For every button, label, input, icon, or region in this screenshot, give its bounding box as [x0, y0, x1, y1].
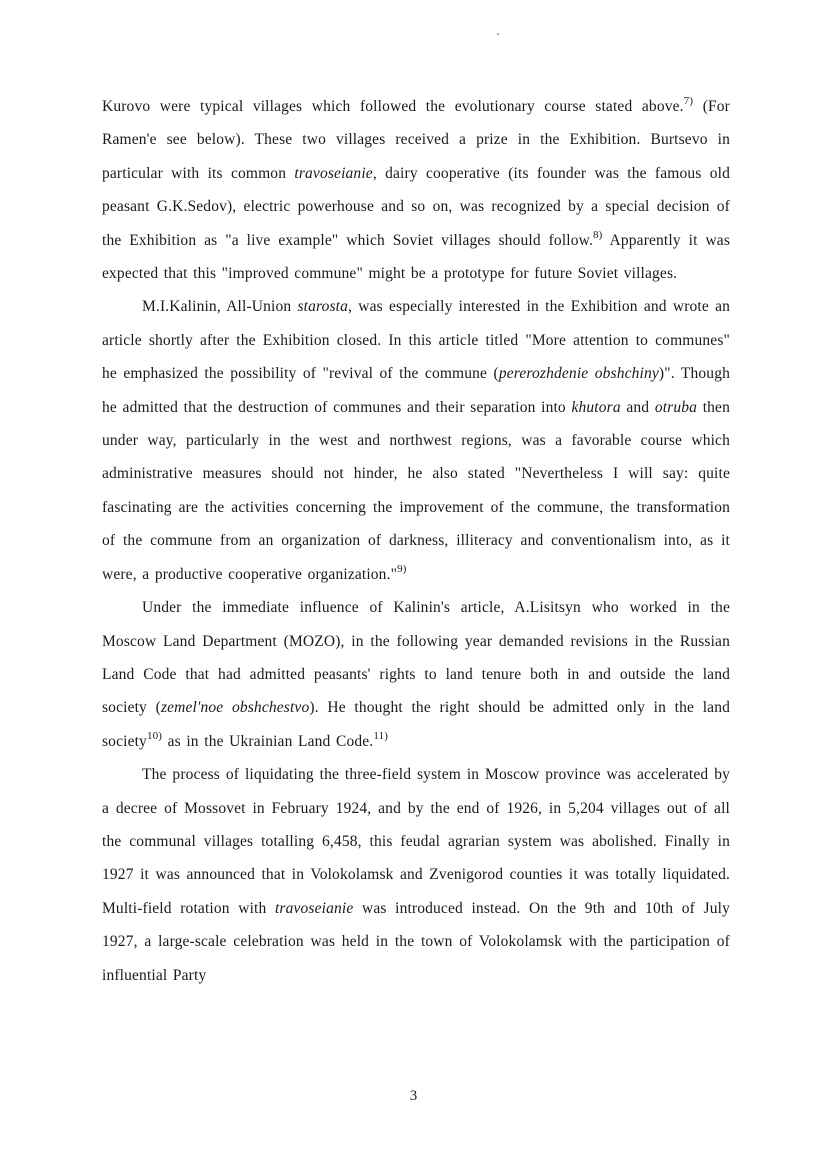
italic-term: khutora [571, 398, 621, 416]
italic-term: otruba [654, 398, 698, 416]
text-run: then under way, particularly in the west and northwest regions, was a favorable course which administrative measures should not hinder, he also stated "Nevertheless I will say: quite fascinating are the activities concerning the improvement of the commune, the transformation of the commune from an organization of darkness, illiteracy and conventionalism into, as it were, a productive cooperative organization." [102, 398, 730, 583]
italic-term: starosta [297, 298, 349, 316]
footnote-marker: 11) [373, 729, 389, 742]
body-text [102, 90, 730, 992]
paragraph-4 [102, 758, 730, 992]
text-run: ). He thought the right should be admitted only in the land society [102, 699, 730, 750]
scan-speck [497, 33, 499, 35]
footnote-marker: 9) [397, 562, 407, 575]
text-run: and [620, 398, 655, 416]
text-run: , was especially interested in the Exhibition and wrote an article shortly after the Exhibition closed. In this article titled "More attention to communes" he emphasized the possibility of "revival of the commune ( [102, 298, 731, 383]
text-run: The process of liquidating the three-field system in Moscow province was accelerated by a decree of Mossovet in February 1924, and by the end of 1926, in 5,204 villages out of all the communal villages totalling 6,458, this feudal agrarian system was abolished. Finally in 1927 it was announced that in Volokolamsk and Zvenigorod counties it was totally liquidated. Multi-field rotation with [102, 766, 730, 917]
text-run: Kurovo were typical villages which followed the evolutionary course stated above. [102, 98, 684, 115]
paragraph-1 [102, 90, 730, 290]
footnote-marker: 10) [146, 729, 163, 742]
page-number: 3 [409, 1088, 418, 1104]
text-run: (For Ramen'e see below). These two villages received a prize in the Exhibition. Burtsevo in particular with its common [102, 98, 730, 182]
footnote-marker: 7) [683, 95, 694, 107]
footnote-marker: 8) [593, 228, 603, 241]
italic-term: zemel'noe obshchestvo [160, 699, 310, 717]
text-run: Under the immediate influence of Kalinin's article, A.Lisitsyn who worked in the Moscow Land Department (MOZO), in the following year demanded revisions in the Russian Land Code that had admitted peasants' rights to land tenure both in and outside the land society ( [102, 599, 730, 717]
paragraph-2 [102, 290, 730, 591]
text-run: was introduced instead. On the 9th and 10th of July 1927, a large-scale celebration was held in the town of Volokolamsk with the participation of influential Party [102, 899, 731, 984]
text-run: M.I.Kalinin, All-Union [142, 298, 298, 316]
italic-term: pererozhdenie obshchiny [498, 365, 659, 383]
text-run: , dairy cooperative (its founder was the famous old peasant G.K.Sedov), electric powerhouse and so on, was recognized by a special decision of the Exhibition as "a live example" which Soviet villages should follow. [102, 164, 731, 249]
paragraph-3 [102, 591, 730, 758]
italic-term: travoseianie [294, 164, 373, 182]
italic-term: travoseianie [274, 899, 354, 917]
text-run: Apparently it was expected that this "improved commune" might be a prototype for future Soviet villages. [102, 231, 730, 283]
text-run: as in the Ukrainian Land Code. [162, 732, 374, 750]
text-run: )". Though he admitted that the destruction of communes and their separation into [102, 365, 730, 416]
